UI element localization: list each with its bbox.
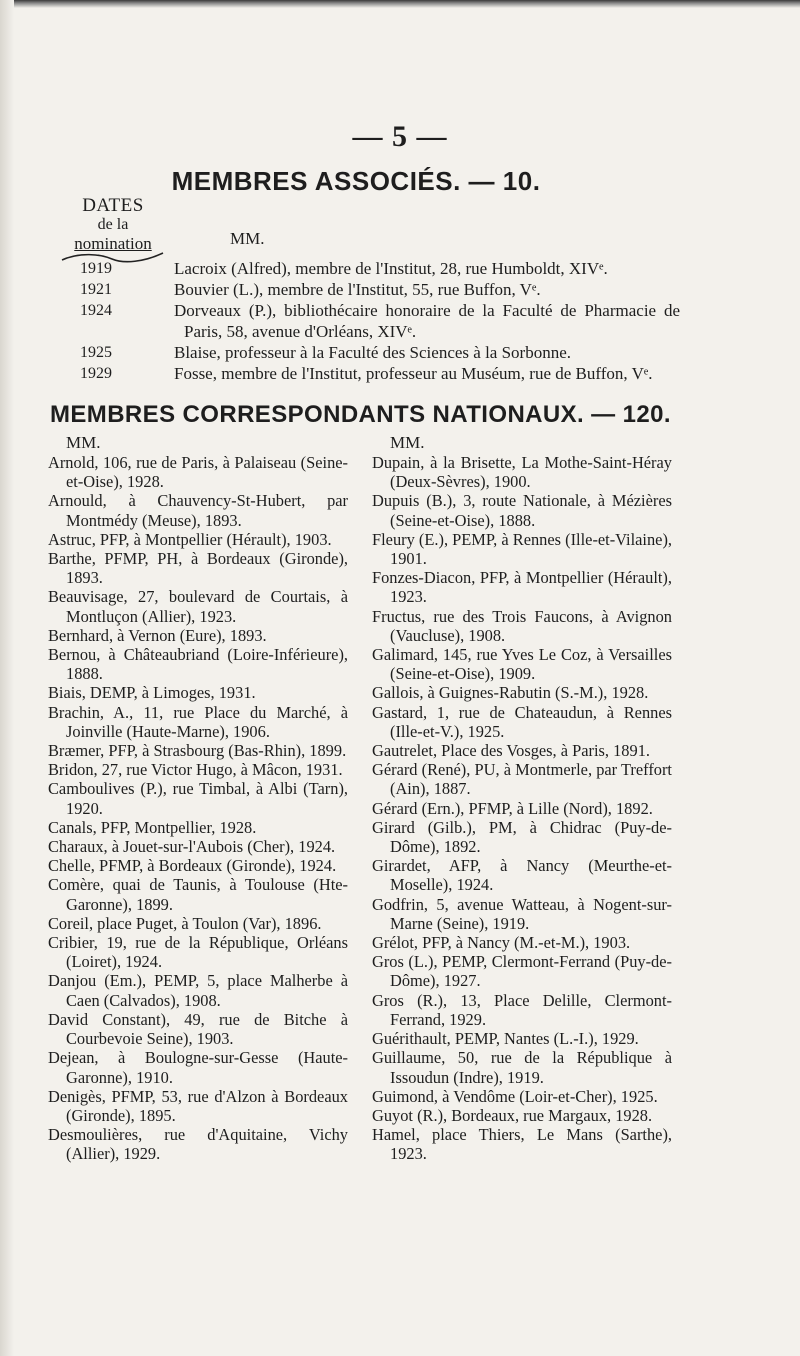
list-item: Bernou, à Châteaubriand (Loire-Inférieure), 1888. bbox=[48, 645, 348, 684]
list-item: Gérard (René), PU, à Montmerle, par Treffort (Ain), 1887. bbox=[372, 760, 672, 799]
list-item: Girard (Gilb.), PM, à Chidrac (Puy-de-Dôme), 1892. bbox=[372, 817, 672, 857]
nomination-year: 1925 bbox=[80, 344, 112, 361]
mm-label-right: MM. bbox=[390, 433, 425, 452]
list-item: Canals, PFP, Montpellier, 1928. bbox=[48, 817, 257, 837]
list-item: Coreil, place Puget, à Toulon (Var), 1896. bbox=[48, 913, 322, 933]
right-entries bbox=[372, 453, 672, 1164]
list-item: Comère, quai de Taunis, à Toulouse (Hte-Garonne), 1899. bbox=[48, 875, 348, 914]
dates-header bbox=[58, 196, 168, 253]
list-item: Bernhard, à Vernon (Eure), 1893. bbox=[48, 625, 267, 645]
page-number: — 5 — bbox=[352, 120, 448, 153]
list-item: Gastard, 1, rue de Chateaudun, à Rennes (Ille-et-V.), 1925. bbox=[372, 702, 672, 741]
list-item: Gallois, à Guignes-Rabutin (S.-M.), 1928. bbox=[372, 683, 649, 703]
list-item: Arnould, à Chauvency-St-Hubert, par Montmédy (Meuse), 1893. bbox=[48, 491, 348, 530]
list-item: Desmoulières, rue d'Aquitaine, Vichy (Allier), 1929. bbox=[48, 1125, 348, 1164]
dates-header-line-3: nomination bbox=[74, 234, 152, 253]
list-item: Gros (L.), PEMP, Clermont-Ferrand (Puy-de-Dôme), 1927. bbox=[372, 952, 672, 991]
list-item: Bræmer, PFP, à Strasbourg (Bas-Rhin), 1899. bbox=[48, 741, 347, 761]
member-entry: Dorveaux (P.), bibliothécaire honoraire de la Faculté de Pharmacie de Paris, 58, avenue d'Orléans, XIVᵉ. bbox=[174, 301, 680, 341]
mm-label-left: MM. bbox=[66, 433, 101, 452]
dates-header-line-2: de la bbox=[97, 216, 129, 233]
dates-header-line-1: DATES bbox=[82, 195, 144, 216]
member-entry: Lacroix (Alfred), membre de l'Institut, 28, rue Humboldt, XIVᵉ. bbox=[174, 259, 608, 278]
list-item: Fleury (E.), PEMP, à Rennes (Ille-et-Vilaine), 1901. bbox=[372, 529, 672, 569]
list-item: David Constant), 49, rue de Bitche à Courbevoie Seine), 1903. bbox=[48, 1009, 348, 1049]
section-title-correspondants: MEMBRES CORRESPONDANTS NATIONAUX. — 120. bbox=[50, 401, 671, 428]
list-item: Astruc, PFP, à Montpellier (Hérault), 1903. bbox=[48, 529, 332, 549]
member-entry: Bouvier (L.), membre de l'Institut, 55, rue Buffon, Vᵉ. bbox=[174, 280, 541, 299]
list-item: Guimond, à Vendôme (Loir-et-Cher), 1925. bbox=[372, 1086, 658, 1106]
page-left-edge bbox=[0, 0, 14, 1356]
list-item: Brachin, A., 11, rue Place du Marché, à Joinville (Haute-Marne), 1906. bbox=[48, 702, 348, 741]
list-item: Chelle, PFMP, à Bordeaux (Gironde), 1924. bbox=[48, 856, 337, 876]
list-item: Hamel, place Thiers, Le Mans (Sarthe), 1923. bbox=[372, 1125, 672, 1164]
nomination-year: 1924 bbox=[80, 302, 112, 319]
list-item: Arnold, 106, rue de Paris, à Palaiseau (Seine-et-Oise), 1928. bbox=[48, 453, 348, 492]
list-item: Gautrelet, Place des Vosges, à Paris, 1891. bbox=[372, 741, 650, 761]
list-item: Galimard, 145, rue Yves Le Coz, à Versailles (Seine-et-Oise), 1909. bbox=[372, 645, 672, 684]
list-item: Denigès, PFMP, 53, rue d'Alzon à Bordeaux (Gironde), 1895. bbox=[48, 1086, 348, 1125]
list-item: Barthe, PFMP, PH, à Bordeaux (Gironde), 1893. bbox=[48, 549, 348, 588]
list-item bbox=[60, 279, 680, 300]
list-item: Grélot, PFP, à Nancy (M.-et-M.), 1903. bbox=[372, 933, 631, 953]
list-item: Biais, DEMP, à Limoges, 1931. bbox=[48, 683, 256, 703]
list-item bbox=[60, 300, 680, 342]
page-top-edge bbox=[0, 0, 800, 8]
list-item bbox=[60, 342, 680, 363]
list-item: Cribier, 19, rue de la République, Orléans (Loiret), 1924. bbox=[48, 933, 348, 972]
mm-label-associes: MM. bbox=[230, 229, 265, 248]
nomination-year: 1921 bbox=[80, 281, 112, 298]
nomination-year: 1929 bbox=[80, 365, 112, 382]
list-item: Gros (R.), 13, Place Delille, Clermont-Ferrand, 1929. bbox=[372, 990, 672, 1029]
list-item: Guillaume, 50, rue de la République à Issoudun (Indre), 1919. bbox=[372, 1048, 672, 1087]
list-item bbox=[60, 363, 680, 384]
right-column bbox=[372, 432, 672, 1164]
list-item: Danjou (Em.), PEMP, 5, place Malherbe à Caen (Calvados), 1908. bbox=[48, 971, 348, 1010]
list-item: Charaux, à Jouet-sur-l'Aubois (Cher), 1924. bbox=[48, 837, 336, 857]
member-entry: Blaise, professeur à la Faculté des Sciences à la Sorbonne. bbox=[174, 343, 572, 362]
section-title-associes: MEMBRES ASSOCIÉS. — 10. bbox=[171, 166, 541, 196]
list-item: Godfrin, 5, avenue Watteau, à Nogent-sur-Marne (Seine), 1919. bbox=[372, 894, 672, 933]
list-item: Beauvisage, 27, boulevard de Courtais, à Montluçon (Allier), 1923. bbox=[48, 587, 348, 626]
list-item: Dupuis (B.), 3, route Nationale, à Mézières (Seine-et-Oise), 1888. bbox=[372, 491, 672, 530]
member-entry: Fosse, membre de l'Institut, professeur au Muséum, rue de Buffon, Vᵉ. bbox=[174, 364, 653, 383]
left-entries bbox=[48, 453, 348, 1164]
associes-list bbox=[60, 258, 680, 384]
left-column bbox=[48, 432, 348, 1164]
list-item: Fonzes-Diacon, PFP, à Montpellier (Hérault), 1923. bbox=[372, 568, 672, 607]
list-item: Guyot (R.), Bordeaux, rue Margaux, 1928. bbox=[372, 1105, 653, 1125]
list-item: Camboulives (P.), rue Timbal, à Albi (Tarn), 1920. bbox=[48, 779, 348, 818]
nomination-year: 1919 bbox=[80, 260, 112, 277]
list-item: Fructus, rue des Trois Faucons, à Avignon (Vaucluse), 1908. bbox=[372, 606, 672, 645]
list-item: Gérard (Ern.), PFMP, à Lille (Nord), 1892. bbox=[372, 798, 653, 818]
list-item: Dejean, à Boulogne-sur-Gesse (Haute-Garonne), 1910. bbox=[48, 1048, 348, 1087]
list-item bbox=[60, 258, 680, 279]
list-item: Guérithault, PEMP, Nantes (L.-I.), 1929. bbox=[372, 1029, 639, 1049]
list-item: Girardet, AFP, à Nancy (Meurthe-et-Moselle), 1924. bbox=[372, 856, 672, 895]
list-item: Bridon, 27, rue Victor Hugo, à Mâcon, 1931. bbox=[48, 760, 343, 780]
list-item: Dupain, à la Brisette, La Mothe-Saint-Héray (Deux-Sèvres), 1900. bbox=[372, 453, 672, 492]
